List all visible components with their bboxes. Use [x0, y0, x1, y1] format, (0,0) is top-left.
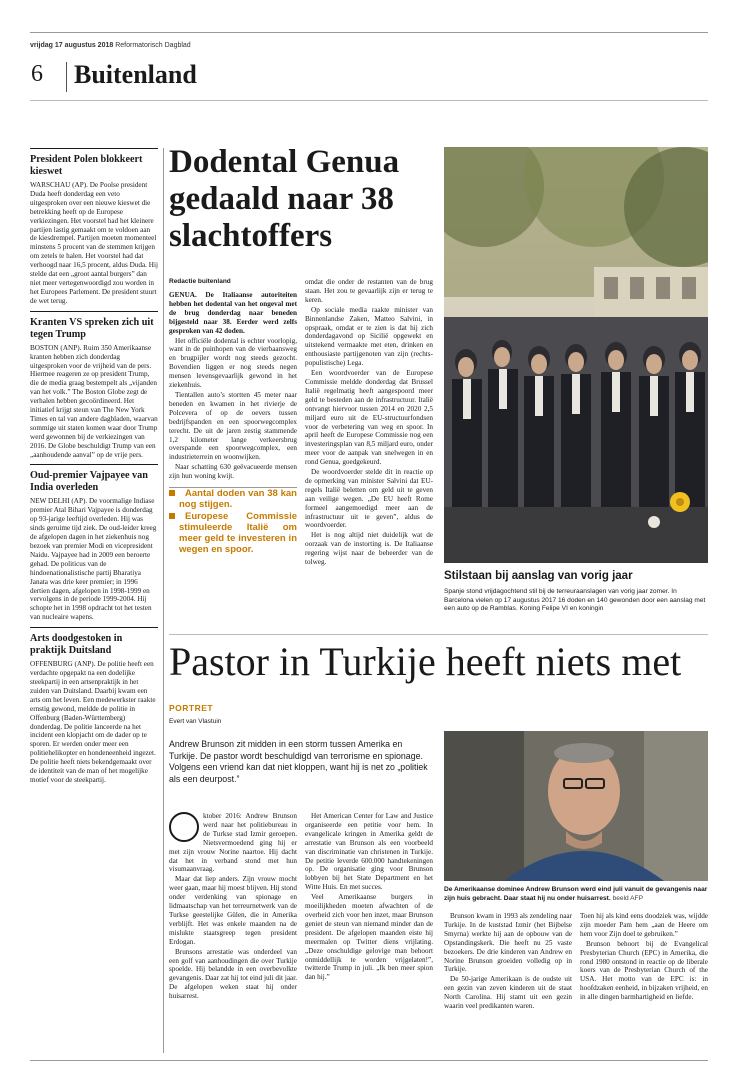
article2-headline: Pastor in Turkije heeft niets met	[169, 639, 682, 684]
article1-col2	[305, 278, 433, 568]
dateline	[30, 32, 708, 49]
footer-rule	[30, 1060, 708, 1061]
paragraph: ktober 2016: Andrew Brunson werd naar het politiebureau in de Turkse stad Izmir geroepen. Nietsvermoedend ging hij er met zijn vrouw Norine naartoe. Hij dacht dat het in verband stond met hun visumaanvraag.	[169, 812, 297, 874]
brief-text: OFFENBURG (ANP). De politie heeft een verdachte opgepakt na een dodelijke steekpartij in een artsenpraktijk in het zuiden van Duitsland. Daarbij kwam een arts om het leven. Een medewerkster raakte ernstig gewond, meldde de politie in Offenburg (Baden-Württemberg) donderdag. De politie lanceerde na het incident een klopjacht om de dader op te sporen. Er werden onder meer een politiehelikopter en hondeneenheid ingezet. De politie heeft niets bekendgemaakt over de identiteit van de man of het mogelijke motief voor de steekpartij.	[30, 660, 156, 784]
paragraph: Op sociale media raakte minister van Binnenlandse Zaken, Matteo Salvini, in opspraak, omdat er te zien is dat hij zich donderdagavond op Sicilië opgewekt en uitstekend vermaakte met eten, drinken en enthousiaste partijgenoten van zijn (rechts-populistische) Lega.	[305, 305, 433, 368]
article2-kicker: PORTRET	[169, 703, 214, 713]
article2-col1	[169, 812, 297, 1002]
paragraph: Een woordvoerder van de Europese Commissie meldde donderdag dat Brussel Italië regelmatig heeft aangespoord meer geld te besteden aan de infrastructuur. Italië ontvangt hiervoor tussen 2014 en 2020 2,5 miljard euro uit de EU-structuurfondsen voor de verbetering van weg en spoor. In april heeft de Europese Commissie nog een investeringsplan van 8,5 miljard euro, onder meer voor de aanpak van snelwegen in en rond Genua, goedgekeurd.	[305, 369, 433, 467]
paragraph: Tientallen auto’s stortten 45 meter naar beneden en kwamen in het rivierje de Polcevera of op de oevers tussen bedrijfspanden en een spoorwegcomplex terecht. De uit de jaren zestig stammende 1,2 kilometer lange verkeersbrug overspande een spoorwegcomplex, een industrieterrein en woonwijken.	[169, 390, 297, 462]
brief-item	[30, 464, 158, 622]
article1-col1	[169, 291, 297, 556]
dropcap-o-icon	[169, 812, 199, 842]
paragraph: omdat die onder de restanten van de brug staan. Het zou te gevaarlijk zijn er terug te keren.	[305, 278, 433, 304]
paragraph: Toen hij als kind eens doodziek was, wijdde zijn moeder Pam hem „aan de Heere om hem voor Zijn doel te gebruiken.”	[580, 912, 708, 938]
ref-item: Aantal doden van 38 kan nog stijgen.	[169, 488, 297, 510]
date: vrijdag 17 augustus 2018	[30, 42, 114, 49]
brunson-photo	[444, 731, 708, 881]
photo2-credit: beeld AFP	[612, 894, 643, 902]
brief-text: WARSCHAU (AP). De Poolse president Duda heeft donderdag een veto uitgesproken over een nieuwe kieswet die betrekking heeft op de Europese verkiezingen. Het voorstel had het kleinere partijen lastig gemaakt om te voldoen aan de kiesdrempel. Partijen moeten momenteel minstens 5 procent van de stemmen krijgen om zetels te halen. Het voorstel had dat verhoogd naar 16,5 procent, aldus Duda. Hij stelde dat een „groot aantal burgers” dan niet meer vertegenwoordigd zou worden in het Europees Parlement. De president stuurt de wet terug.	[30, 181, 158, 305]
article2-col3	[444, 912, 572, 1012]
article1-refs	[169, 487, 297, 555]
paragraph: Het is nog altijd niet duidelijk wat de oorzaak van de instorting is. De Italiaanse regering wijst naar de beheerder van de tolweg.	[305, 531, 433, 567]
brief-item	[30, 148, 158, 306]
paragraph: Veel Amerikaanse burgers in moeilijkheden moeten afwachten of de overheid zich voor hen inzet, maar Brunson geniet de steun van niemand minder dan de president. De afgelopen maanden eiste hij meermalen op Twitter diens vrijlating. „Deze onschuldige gelovige man behoort onmiddellijk te worden vrijgelaten!”, twitterde Trump in juli. „Ik ben meer spion dan hij.”	[305, 893, 433, 982]
paragraph: De 50-jarige Amerikaan is de oudste uit een gezin van zeven kinderen uit de staat North Carolina. Hij stamt uit een gezin waarin veel predikanten waren.	[444, 975, 572, 1011]
brief-item	[30, 627, 158, 785]
article1-headline: Dodental Genua gedaald naar 38 slachtoffers	[169, 144, 400, 254]
article1-lead: GENUA. De Italiaanse autoriteiten hebben het dodental van het ongeval met de brug donderdag naar beneden bijgesteld naar 38. Eerder werd zelfs gesproken van 42 doden.	[169, 291, 297, 335]
paragraph: Brunsons arrestatie was onderdeel van een golf van aanhoudingen die over Turkije spoelde. Hij belandde in een overbevolkte gevangenis. Daar zat hij tot eind juli dit jaar. De afgelopen weken staat hij onder huisarrest.	[169, 947, 297, 1001]
photo1-caption-title: Stilstaan bij aanslag van vorig jaar	[444, 570, 633, 582]
paragraph: Naar schatting 630 geëvacueerde mensen zijn hun woning kwijt.	[169, 463, 297, 481]
article1-byline: Redactie buitenland	[169, 278, 231, 285]
photo2-caption	[444, 886, 708, 903]
crowd-photo-illustration	[444, 147, 708, 563]
column-rule	[163, 148, 164, 1053]
paragraph: Maar dat liep anders. Zijn vrouw mocht weer gaan, maar hij moest blijven. Hij stond onder verdenking van spionage en lidmaatschap van het terreurnetwerk van de Turkse geestelijke Gülen, die in Amerika verblijft. Het was enkele maanden na de mislukte staatsgreep tegen president Erdogan.	[169, 875, 297, 946]
paragraph: Het American Center for Law and Justice organiseerde een petitie voor hem. In evangelicale kringen in Amerika geldt de arrestatie van Brunson als een voorbeeld van discriminatie van christenen in Turkije. De petitie leverde 600.000 handtekeningen op. De organisatie ging voor Brunson lobbyen bij het State Department en het Witte Huis. En met succes.	[305, 812, 433, 892]
page-number: 6	[31, 61, 43, 87]
paragraph: De woordvoerder stelde dit in reactie op de opmerking van minister Salvini dat EU-regels Italië beletten om geld uit te geven aan veilige wegen. „De EU heeft Rome formeel aangemoedigd meer aan de infrastructuur uit te geven”, aldus de woordvoerder.	[305, 468, 433, 530]
paper-name: Reformatorisch Dagblad	[115, 42, 191, 49]
photo1-caption: Spanje stond vrijdagochtend stil bij de terreuraanslagen van vorig jaar zomer. In Barcelona vielen op 17 augustus 2017 16 doden en 140 gewonden door een aanslag met een auto op de Ramblas. Koning Felipe VI en koningin	[444, 588, 706, 613]
paragraph: Het officiële dodental is echter voorlopig, want in de puinhopen van de vierbaansweg en brugpijler wordt nog steeds gezocht. Bovendien liggen er nog steeds negen mensen levensgevaarlijk gewond in het ziekenhuis.	[169, 336, 297, 390]
barcelona-photo	[444, 147, 708, 563]
briefs-column	[30, 148, 158, 790]
ref-item: Europese Commissie stimuleerde Italië om meer geld te investeren in wegen en spoor.	[169, 511, 297, 555]
brief-item	[30, 311, 158, 460]
paragraph: Brunson kwam in 1993 als zendeling naar Turkije. In de kuststad Izmir (het Bijbelse Smyrna) werkte hij aan de opbouw van de Opstandingskerk. Die heeft nu 25 vaste bezoekers. De drie kinderen van Andrew en Norine Brunson groeiden volledig op in Turkije.	[444, 912, 572, 974]
article2-col2	[305, 812, 433, 983]
article2-intro: Andrew Brunson zit midden in een storm tussen Amerika en Turkije. De pastor wordt beschuldigd van terrorisme en spionage. Volgens een vriend kan dat niet kloppen, want hij is net zo „politiek als een deurpost.”	[169, 739, 428, 784]
brief-title: President Polen blokkeert kieswet	[30, 154, 143, 177]
portrait-photo-illustration	[444, 731, 708, 881]
photo2-caption-text: De Amerikaanse dominee Andrew Brunson werd eind juli vanuit de gevangenis naar zijn huis gebracht. Daar staat hij nu onder huisarrest.	[444, 886, 708, 902]
section-title: Buitenland	[74, 60, 197, 89]
paragraph: Brunson behoort bij de Evangelical Presbyterian Church (EPC) in Amerika, die rond 1980 ontstond in reactie op de liberale koers van de Presbyterian Church of the USA. Het motto van de EPC is: in hoofdzaken eenheid, in bijzaken vrijheid, en in alle dingen barmhartigheid en liefde.	[580, 939, 708, 1002]
brief-title: Kranten VS spreken zich uit tegen Trump	[30, 316, 154, 340]
header-rule	[30, 100, 708, 101]
article-divider	[169, 634, 708, 635]
brief-title: Arts doodgestoken in praktijk Duitsland	[30, 633, 123, 657]
brief-title: Oud-premier Vajpayee van India overleden	[30, 470, 148, 494]
section-divider	[66, 62, 67, 92]
article2-author: Evert van Vlastuin	[169, 718, 222, 725]
brief-text: NEW DELHI (AP). De voormalige Indiase premier Atal Bihari Vajpayee is donderdag op 93-jarige leeftijd overleden. Hij was sinds geruime tijd ziek. De oud-leider kreeg de afgelopen dagen in het ziekenhuis nog bezoek van premier Modi en vicepresident Naidu. Vajpayee had in 2009 een beroerte gehad. De politicus van de hindoenationalistische partij Bharatiya Janata was drie keer premier; in 1996 dertien dagen, afgelopen in 1998-1999 en vervolgens in de periode 1999-2004. Hij schopte het in 1998 opdracht tot het testen van nucleaire wapens.	[30, 497, 157, 622]
article2-col4	[580, 912, 708, 1003]
brief-text: BOSTON (ANP). Ruim 350 Amerikaanse kranten hebben zich donderdag uitgesproken voor de vrijheid van de pers. Hiermee reageren ze op president Trump, die de media graag bestempelt als „vijanden van het volk.” The Boston Globe zegt de verhalen hebben gecoördineerd. Het initiatief krijgt steun van The New York Times en tal van andere dagbladen, waarvan sommige uit staten komen waar door Trump werd gewonnen bij de verkiezingen van 2016. De Globe beschuldigt Trump van een „aanhoudende aanval” op de vrije pers.	[30, 343, 158, 459]
